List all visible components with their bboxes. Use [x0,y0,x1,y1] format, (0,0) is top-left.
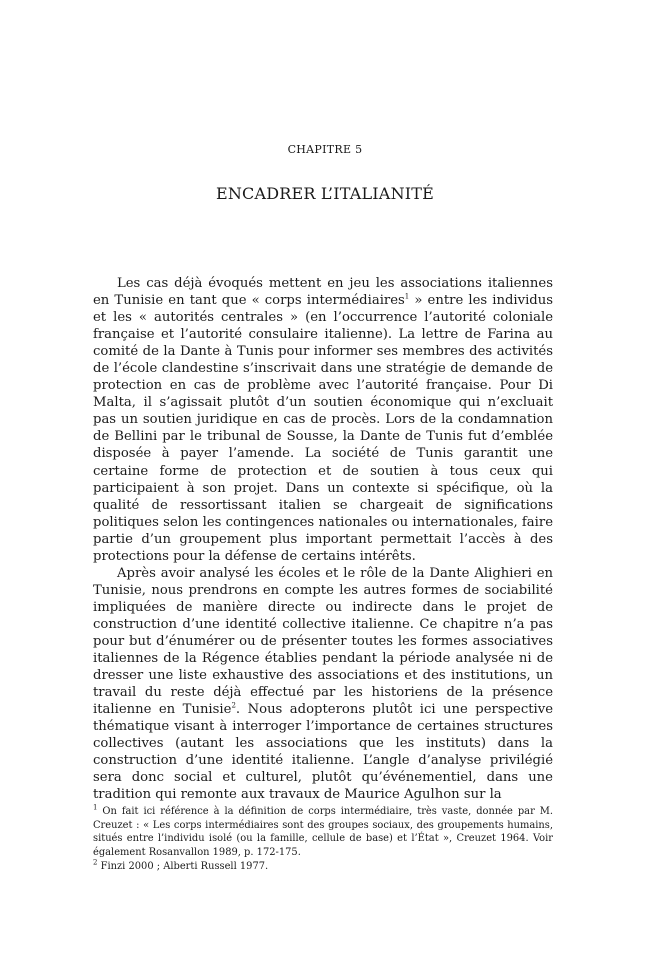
footnote-text: Finzi 2000 ; Alberti Russell 1977. [97,860,269,872]
chapter-title: ENCADRER L’ITALIANITÉ [215,184,435,203]
footnote-mark: 1 [93,803,98,812]
paragraph-text: Les cas déjà évoqués mettent en jeu les associations italiennes en Tunisie en tant que « corps intermédiaires [93,276,553,309]
footnote-1 [93,805,553,860]
paragraph-1 [93,275,553,565]
paragraph-text: » entre les individus et les « autorités centrales » (en l’occurrence l’autorité coloniale française et l’autorité consulaire italienne). La lettre de Farina au comité de la Dante à Tunis pour informer ses membres des activités de l’école clandestine s’inscrivait dans une stratégie de demande de protection en cas de problème avec l’autorité française. Pour Di Malta, il s’agissait plutôt d’un soutien économique qui n’excluait pas un soutien juridique en cas de procès. Lors de la condamnation de Bellini par le tribunal de Sousse, la Dante de Tunis fut d’emblée disposée à payer l’amende. La société de Tunis garantit une certaine forme de protection et de soutien à tous ceux qui participaient à son projet. Dans un contexte si spécifique, où la qualité de ressortissant italien se chargeait de significations politiques selon les contingences nationales ou internationales, faire partie d’un groupement plus important permettait l’accès à des protections pour la défense de certains intérêts. [93,293,554,564]
footnote-ref-1: 1 [404,292,410,301]
paragraph-text: Après avoir analysé les écoles et le rôle de la Dante Alighieri en Tunisie, nous prendrons en compte les autres formes de sociabilité impliquées de manière directe ou indirecte dans le projet de construction d’une identité collective italienne. Ce chapitre n’a pas pour but d’énumérer ou de présenter toutes les formes associatives italiennes de la Régence établies pendant la période analysée ni de dresser une liste exhaustive des associations et des institutions, un travail du reste déjà effectué par les historiens de la présence italienne en Tunisie [93,565,553,718]
footnote-mark: 2 [93,858,98,867]
body-text [93,275,553,803]
paragraph-text: . Nous adopterons plutôt ici une perspective thématique visant à interroger l’importance de certaines structures collectives (autant les associations que les instituts) dans la construction d’une identité italienne. L’angle d’analyse privilégié sera donc social et culturel, plutôt qu’événementiel, dans une tradition qui remonte aux travaux de Maurice Agulhon sur la [93,702,553,803]
footnote-ref-2: 2 [231,701,236,710]
footnote-text: On fait ici référence à la définition de corps intermédiaire, très vaste, donnée par M. Creuzet : « Les corps intermédiaires sont des groupes sociaux, des groupements humains, situés entre l’individu isolé (ou la famille, cellule de base) et l’État », Creuzet 1964. Voir également Rosanvallon 1989, p. 172-175. [93,806,553,859]
footnote-2 [93,860,553,874]
paragraph-2 [93,565,553,804]
footnotes [93,805,553,874]
chapter-label: CHAPITRE 5 [287,143,363,156]
